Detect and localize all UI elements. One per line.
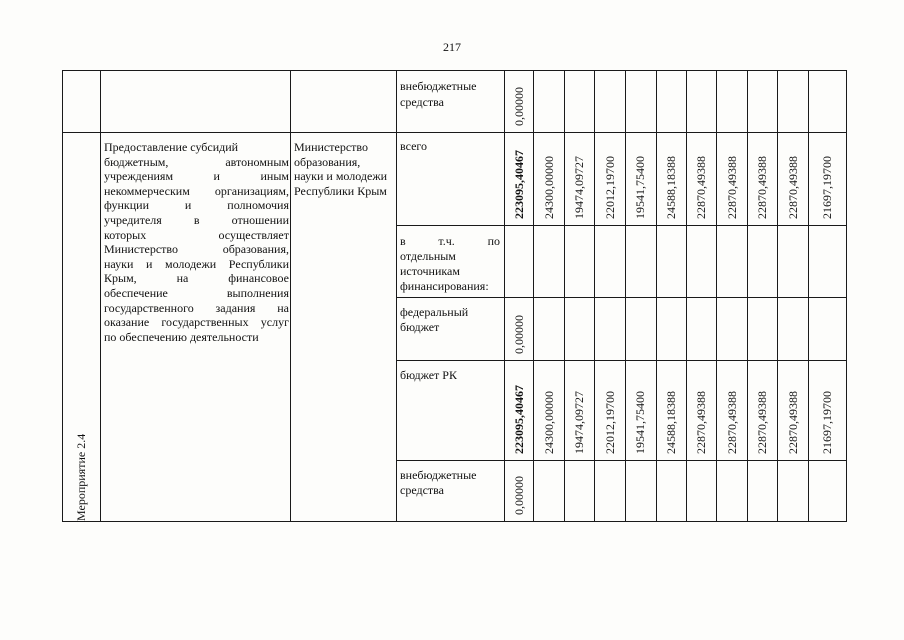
row-rk-value-7: 22870,49388 <box>725 391 739 454</box>
source-federal: федеральный бюджет <box>400 305 469 334</box>
page-number: 217 <box>443 40 461 54</box>
row-rk-value-1: 24300,00000 <box>542 391 556 454</box>
row-total-value-3: 22012,19700 <box>603 156 617 219</box>
row-rk-value-5: 24588,18388 <box>664 391 678 454</box>
row-rk-value-2: 19474,09727 <box>572 391 586 454</box>
row-bottom_offbudget-total: 0,00000 <box>512 476 526 515</box>
responsible-executor: Министерство образования, науки и молодежи Республики Крым <box>294 140 388 198</box>
row-total-value-4: 19541,75400 <box>633 156 647 219</box>
row-rk-total: 223095,40467 <box>512 385 526 454</box>
row-total-value-8: 22870,49388 <box>755 156 769 219</box>
row-rk-value-4: 19541,75400 <box>633 391 647 454</box>
source-rk: бюджет РК <box>400 368 457 382</box>
row-rk-value-10: 21697,19700 <box>820 391 834 454</box>
row-total-value-10: 21697,19700 <box>820 156 834 219</box>
row-rk-value-3: 22012,19700 <box>603 391 617 454</box>
event-label: Мероприятие 2.4 <box>74 433 88 521</box>
source-incl: в т.ч. по отдельным источникам финансирования: <box>400 234 500 293</box>
row-federal-total: 0,00000 <box>512 315 526 354</box>
row-rk-value-9: 22870,49388 <box>786 391 800 454</box>
row-rk-value-6: 22870,49388 <box>694 391 708 454</box>
row-total-value-7: 22870,49388 <box>725 156 739 219</box>
event-description: Предоставление субсидий бюджетным, автономным учреждениям и иным некоммерческим организациям, функции и полномочия учредителя в отношении которых осуществляет Министерство образования, науки и молодежи Республики Крым, на финансовое обеспечение выполнения государственного задания на оказание государственных услуг по обеспечению деятельности <box>104 140 289 344</box>
source-top-offbudget: внебюджетные средства <box>400 79 477 109</box>
row-total-total: 223095,40467 <box>512 150 526 219</box>
row-total-value-2: 19474,09727 <box>572 156 586 219</box>
row-rk-value-8: 22870,49388 <box>755 391 769 454</box>
row-total-value-6: 22870,49388 <box>694 156 708 219</box>
row-total-value-9: 22870,49388 <box>786 156 800 219</box>
row-total-value-1: 24300,00000 <box>542 156 556 219</box>
source-bottom-offbudget: внебюджетные средства <box>400 468 477 497</box>
row-top_offbudget-total: 0,00000 <box>512 87 526 126</box>
source-total: всего <box>400 139 428 153</box>
row-total-value-5: 24588,18388 <box>664 156 678 219</box>
